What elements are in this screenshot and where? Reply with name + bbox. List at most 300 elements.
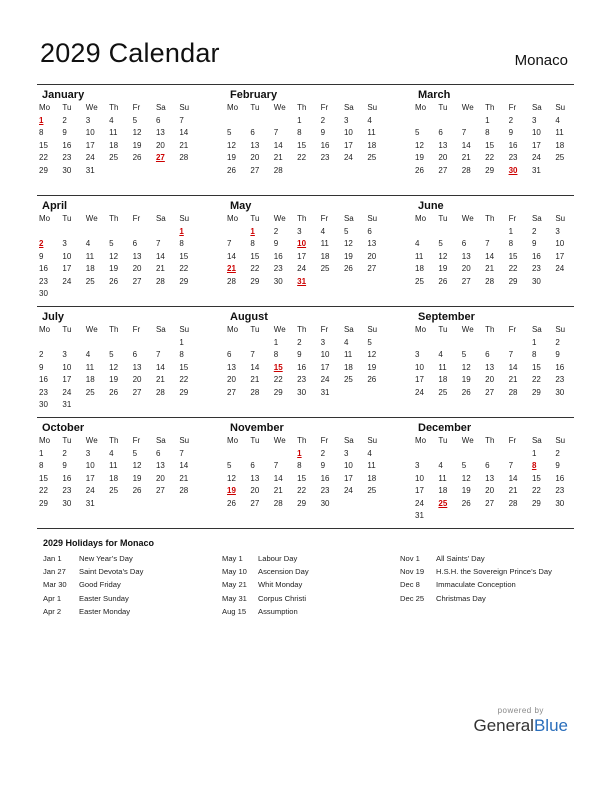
day-cell: 6 xyxy=(485,461,490,470)
day-cell: 3 xyxy=(343,115,349,125)
day-cell: 4 xyxy=(438,350,443,359)
day-grid xyxy=(37,213,202,301)
day-cell: 2 xyxy=(320,115,326,125)
holiday-date: May 10 xyxy=(222,567,247,577)
weekday-header: Tu xyxy=(250,214,260,223)
day-cell: 8 xyxy=(39,128,44,137)
day-cell: 25 xyxy=(109,486,119,495)
empty-cell xyxy=(154,337,177,350)
weekday-header: Tu xyxy=(250,103,260,112)
weekday-header: Tu xyxy=(438,214,448,223)
day-cell: 23 xyxy=(508,153,518,162)
empty-cell xyxy=(60,226,83,239)
weekday-header: Fr xyxy=(132,103,141,112)
day-cell: 18 xyxy=(109,473,119,483)
day-cell: 7 xyxy=(273,461,279,470)
day-cell: 11 xyxy=(109,461,118,470)
holiday-name: H.S.H. the Sovereign Prince’s Day xyxy=(436,567,552,577)
day-cell: 23 xyxy=(320,153,330,162)
holiday-day-cell: 2 xyxy=(39,239,44,248)
day-cell: 20 xyxy=(132,375,142,384)
day-cell: 23 xyxy=(39,387,48,397)
generalblue-logo[interactable] xyxy=(473,716,568,736)
day-cell: 6 xyxy=(250,128,255,137)
day-cell: 13 xyxy=(132,251,142,261)
holiday-date: Aug 15 xyxy=(222,606,247,616)
day-cell: 12 xyxy=(227,140,236,150)
day-cell: 10 xyxy=(415,362,424,372)
day-cell: 24 xyxy=(343,486,353,495)
day-cell: 18 xyxy=(343,362,353,372)
day-grid xyxy=(413,102,578,177)
holiday-name: Immaculate Conception xyxy=(436,580,516,590)
weekday-header: Th xyxy=(297,436,307,445)
day-cell: 30 xyxy=(555,387,565,397)
month-july xyxy=(37,310,202,412)
day-cell: 24 xyxy=(85,486,95,495)
day-cell: 5 xyxy=(227,461,232,470)
empty-cell xyxy=(84,337,107,350)
holiday-date: May 21 xyxy=(222,580,247,590)
month-name: March xyxy=(418,89,451,101)
month-name: December xyxy=(418,422,472,434)
weekday-header: Th xyxy=(297,103,307,112)
empty-cell xyxy=(248,115,271,128)
holiday-column xyxy=(400,552,552,605)
day-cell: 24 xyxy=(415,387,424,397)
weekday-header: Fr xyxy=(508,325,517,334)
weekday-header: We xyxy=(273,214,286,223)
day-cell: 30 xyxy=(297,387,307,397)
day-cell: 4 xyxy=(85,350,91,359)
weekday-header: Su xyxy=(555,214,566,223)
day-cell: 3 xyxy=(85,115,91,125)
empty-cell xyxy=(37,337,60,350)
day-cell: 15 xyxy=(39,140,48,150)
day-cell: 6 xyxy=(367,226,372,236)
day-cell: 28 xyxy=(179,153,189,162)
day-cell: 27 xyxy=(227,387,236,397)
day-cell: 3 xyxy=(62,350,67,359)
weekday-header: We xyxy=(461,436,474,445)
empty-cell xyxy=(460,448,483,461)
day-cell: 10 xyxy=(62,251,72,261)
day-cell: 11 xyxy=(438,362,447,372)
day-cell: 29 xyxy=(179,276,189,286)
day-cell: 22 xyxy=(297,486,307,495)
day-cell: 11 xyxy=(367,128,376,137)
day-cell: 8 xyxy=(179,350,184,359)
day-cell: 20 xyxy=(250,153,260,162)
holiday-item xyxy=(43,605,143,618)
day-cell: 20 xyxy=(250,486,260,495)
day-cell: 5 xyxy=(109,239,114,248)
day-cell: 21 xyxy=(179,140,189,150)
day-cell: 21 xyxy=(250,375,260,384)
day-cell: 17 xyxy=(62,264,72,273)
day-cell: 21 xyxy=(179,473,189,483)
day-cell: 11 xyxy=(367,461,376,470)
day-cell: 9 xyxy=(320,461,326,470)
day-cell: 23 xyxy=(297,375,307,384)
day-cell: 3 xyxy=(320,337,326,347)
day-cell: 6 xyxy=(250,461,255,470)
day-cell: 26 xyxy=(461,498,471,508)
day-cell: 26 xyxy=(343,264,353,273)
day-cell: 7 xyxy=(508,461,514,470)
day-cell: 25 xyxy=(85,276,95,286)
holiday-column xyxy=(222,552,309,618)
day-grid xyxy=(37,435,202,510)
day-cell: 24 xyxy=(297,264,307,273)
day-cell: 14 xyxy=(250,362,260,372)
day-cell: 2 xyxy=(273,226,279,236)
day-cell: 1 xyxy=(179,337,184,347)
day-cell: 22 xyxy=(179,264,189,273)
weekday-header: Sa xyxy=(155,103,166,112)
day-cell: 14 xyxy=(179,461,189,470)
day-cell: 3 xyxy=(85,448,91,458)
weekday-header: Sa xyxy=(343,436,354,445)
day-cell: 15 xyxy=(179,251,189,261)
weekday-header: Mo xyxy=(227,103,239,112)
day-cell: 4 xyxy=(438,461,443,470)
holiday-item xyxy=(400,565,552,578)
weekday-header: We xyxy=(85,103,98,112)
empty-cell xyxy=(107,337,130,350)
day-cell: 20 xyxy=(461,264,471,273)
day-cell: 29 xyxy=(39,498,48,508)
holiday-item xyxy=(222,552,309,565)
day-cell: 13 xyxy=(485,362,495,372)
day-cell: 3 xyxy=(555,226,560,236)
day-cell: 18 xyxy=(320,251,330,261)
day-cell: 26 xyxy=(132,486,142,495)
day-cell: 29 xyxy=(485,165,495,175)
day-cell: 8 xyxy=(179,239,184,248)
holiday-name: All Saints’ Day xyxy=(436,554,485,563)
holiday-day-cell: 1 xyxy=(297,448,302,458)
day-cell: 10 xyxy=(343,461,353,470)
day-cell: 27 xyxy=(438,165,448,175)
day-cell: 19 xyxy=(415,153,424,162)
day-cell: 27 xyxy=(155,486,165,495)
weekday-header: Fr xyxy=(508,436,517,445)
day-cell: 8 xyxy=(250,239,255,248)
day-cell: 9 xyxy=(320,128,326,137)
empty-cell xyxy=(507,337,530,350)
day-cell: 2 xyxy=(320,448,326,458)
day-cell: 13 xyxy=(155,128,165,137)
day-cell: 28 xyxy=(179,486,189,495)
day-cell: 18 xyxy=(438,486,448,495)
day-cell: 11 xyxy=(85,251,95,261)
holiday-day-cell: 25 xyxy=(438,498,448,508)
day-cell: 22 xyxy=(531,375,541,384)
holiday-date: Mar 30 xyxy=(43,580,67,590)
day-cell: 27 xyxy=(132,387,142,397)
weekday-header: Su xyxy=(179,436,190,445)
day-cell: 6 xyxy=(155,115,161,125)
weekday-header: Mo xyxy=(227,436,239,445)
day-cell: 7 xyxy=(155,350,161,359)
day-cell: 15 xyxy=(297,473,307,483)
day-cell: 30 xyxy=(39,289,48,298)
holiday-name: Assumption xyxy=(258,606,298,616)
day-cell: 18 xyxy=(438,375,448,384)
weekday-header: Fr xyxy=(508,214,517,223)
weekday-header: Tu xyxy=(438,436,448,445)
day-cell: 26 xyxy=(132,153,142,162)
day-cell: 29 xyxy=(39,165,48,175)
day-cell: 23 xyxy=(39,276,48,286)
day-cell: 28 xyxy=(250,387,260,397)
country-name: Monaco xyxy=(514,52,568,69)
day-cell: 24 xyxy=(555,264,565,273)
day-cell: 15 xyxy=(39,473,48,483)
day-cell: 13 xyxy=(250,473,260,483)
day-cell: 22 xyxy=(273,375,283,384)
weekday-header: Su xyxy=(367,103,378,112)
day-cell: 19 xyxy=(132,473,142,483)
day-cell: 9 xyxy=(39,362,44,372)
day-cell: 11 xyxy=(109,128,118,137)
day-cell: 28 xyxy=(508,498,518,508)
day-cell: 14 xyxy=(155,362,165,372)
day-cell: 23 xyxy=(273,264,283,273)
day-cell: 9 xyxy=(62,128,67,137)
day-cell: 10 xyxy=(320,350,330,359)
day-cell: 4 xyxy=(367,115,372,125)
day-cell: 29 xyxy=(297,498,307,508)
day-cell: 9 xyxy=(39,251,44,261)
day-cell: 18 xyxy=(85,375,95,384)
day-cell: 3 xyxy=(62,239,67,248)
day-cell: 5 xyxy=(367,337,372,347)
day-cell: 16 xyxy=(508,140,518,150)
day-cell: 5 xyxy=(415,128,420,137)
brand-footer[interactable] xyxy=(473,706,568,736)
empty-cell xyxy=(225,448,248,461)
day-cell: 31 xyxy=(531,165,541,175)
weekday-header: Fr xyxy=(132,214,141,223)
day-cell: 25 xyxy=(109,153,119,162)
day-cell: 23 xyxy=(555,375,565,384)
weekday-header: Fr xyxy=(132,325,141,334)
weekday-header: Su xyxy=(367,436,378,445)
empty-cell xyxy=(483,226,506,239)
day-cell: 30 xyxy=(273,276,283,286)
day-cell: 27 xyxy=(250,165,260,175)
day-cell: 14 xyxy=(227,251,236,261)
day-cell: 5 xyxy=(132,115,138,125)
day-cell: 28 xyxy=(273,165,283,175)
day-cell: 14 xyxy=(155,251,165,261)
holiday-item xyxy=(222,605,309,618)
month-name: October xyxy=(42,422,85,434)
weekday-header: We xyxy=(85,325,98,334)
holiday-day-cell: 1 xyxy=(250,226,255,236)
day-cell: 10 xyxy=(85,461,95,470)
weekday-header: We xyxy=(461,214,474,223)
day-cell: 4 xyxy=(343,337,349,347)
empty-cell xyxy=(436,337,459,350)
day-cell: 3 xyxy=(415,350,420,359)
day-cell: 8 xyxy=(39,461,44,470)
day-cell: 21 xyxy=(273,153,283,162)
day-cell: 8 xyxy=(297,461,302,470)
day-cell: 16 xyxy=(320,140,330,150)
day-grid xyxy=(225,213,390,288)
day-cell: 4 xyxy=(555,115,560,125)
holiday-date: Jan 1 xyxy=(43,554,62,563)
holiday-day-cell: 1 xyxy=(39,115,44,125)
month-february xyxy=(225,88,390,177)
day-cell: 11 xyxy=(85,362,95,372)
weekday-header: Tu xyxy=(62,436,72,445)
brand-part-general: General xyxy=(473,716,534,735)
day-cell: 10 xyxy=(415,473,424,483)
day-cell: 23 xyxy=(320,486,330,495)
weekday-header: Fr xyxy=(508,103,517,112)
day-cell: 27 xyxy=(461,276,471,286)
day-cell: 15 xyxy=(508,251,518,261)
holiday-day-cell: 10 xyxy=(297,239,307,248)
month-june xyxy=(413,199,578,288)
day-cell: 7 xyxy=(508,350,514,359)
weekday-header: Th xyxy=(485,214,495,223)
weekday-header: Fr xyxy=(320,103,329,112)
day-cell: 16 xyxy=(39,264,48,273)
day-cell: 4 xyxy=(367,448,372,458)
day-cell: 11 xyxy=(343,350,353,359)
weekday-header: Tu xyxy=(62,103,72,112)
day-cell: 26 xyxy=(438,276,448,286)
day-cell: 12 xyxy=(109,251,119,261)
day-cell: 9 xyxy=(297,350,302,359)
month-december xyxy=(413,421,578,523)
weekday-header: Mo xyxy=(415,103,427,112)
day-cell: 26 xyxy=(109,387,119,397)
holiday-item xyxy=(43,592,143,605)
day-cell: 25 xyxy=(438,387,448,397)
holiday-date: May 1 xyxy=(222,554,243,563)
weekday-header: Th xyxy=(109,325,119,334)
day-cell: 18 xyxy=(367,473,377,483)
day-cell: 11 xyxy=(320,239,329,248)
day-cell: 24 xyxy=(85,153,95,162)
month-name: November xyxy=(230,422,284,434)
quarter-row xyxy=(37,195,574,306)
day-cell: 16 xyxy=(297,362,307,372)
day-grid xyxy=(225,435,390,510)
day-cell: 18 xyxy=(555,140,565,150)
day-cell: 6 xyxy=(485,350,490,359)
day-cell: 14 xyxy=(508,362,518,372)
weekday-header: Mo xyxy=(39,325,51,334)
day-cell: 30 xyxy=(531,276,541,286)
day-cell: 19 xyxy=(109,264,119,273)
day-cell: 22 xyxy=(297,153,307,162)
day-cell: 20 xyxy=(132,264,142,273)
day-cell: 1 xyxy=(297,115,302,125)
empty-cell xyxy=(107,226,130,239)
empty-cell xyxy=(413,115,436,128)
day-cell: 31 xyxy=(85,165,95,175)
holiday-item xyxy=(400,578,552,591)
empty-cell xyxy=(436,226,459,239)
day-cell: 24 xyxy=(415,498,424,508)
weekday-header: Mo xyxy=(227,214,239,223)
empty-cell xyxy=(37,226,60,239)
weekday-header: Th xyxy=(485,436,495,445)
empty-cell xyxy=(272,115,295,128)
holiday-name: Saint Devota’s Day xyxy=(79,567,144,577)
day-cell: 17 xyxy=(415,375,424,384)
day-cell: 14 xyxy=(461,140,471,150)
weekday-header: Tu xyxy=(250,436,260,445)
day-cell: 9 xyxy=(62,461,67,470)
day-cell: 5 xyxy=(132,448,138,458)
month-august xyxy=(225,310,390,399)
day-cell: 16 xyxy=(531,251,541,261)
day-grid xyxy=(37,102,202,177)
day-cell: 8 xyxy=(508,239,514,248)
day-cell: 10 xyxy=(555,239,565,248)
day-cell: 5 xyxy=(461,350,467,359)
day-cell: 17 xyxy=(415,486,424,495)
day-cell: 25 xyxy=(320,264,330,273)
day-cell: 26 xyxy=(109,276,119,286)
weekday-header: Sa xyxy=(343,103,354,112)
page-title: 2029 Calendar xyxy=(40,38,220,68)
holiday-date: Nov 1 xyxy=(400,554,420,563)
quarter-row xyxy=(37,417,574,529)
weekday-header: We xyxy=(273,436,286,445)
weekday-header: Fr xyxy=(320,325,329,334)
day-cell: 19 xyxy=(109,375,119,384)
day-cell: 21 xyxy=(155,375,165,384)
weekday-header: Su xyxy=(179,325,190,334)
day-cell: 28 xyxy=(273,498,283,508)
day-cell: 26 xyxy=(367,375,377,384)
quarter-row xyxy=(37,84,574,195)
day-cell: 9 xyxy=(531,239,537,248)
month-october xyxy=(37,421,202,510)
day-cell: 23 xyxy=(62,486,72,495)
holiday-item xyxy=(400,552,552,565)
day-cell: 27 xyxy=(132,276,142,286)
empty-cell xyxy=(413,448,436,461)
holiday-day-cell: 27 xyxy=(155,153,165,162)
weekday-header: Mo xyxy=(415,214,427,223)
day-cell: 13 xyxy=(438,140,448,150)
day-cell: 12 xyxy=(367,350,377,359)
holiday-day-cell: 1 xyxy=(179,226,184,236)
holiday-day-cell: 8 xyxy=(531,461,537,470)
day-cell: 10 xyxy=(62,362,72,372)
day-cell: 12 xyxy=(132,461,142,470)
day-cell: 19 xyxy=(461,486,471,495)
day-cell: 14 xyxy=(179,128,189,137)
day-cell: 29 xyxy=(273,387,283,397)
month-name: April xyxy=(42,200,68,212)
day-cell: 16 xyxy=(320,473,330,483)
day-cell: 3 xyxy=(415,461,420,470)
day-cell: 30 xyxy=(39,400,48,409)
weekday-header: Th xyxy=(109,103,119,112)
day-cell: 5 xyxy=(343,226,349,236)
